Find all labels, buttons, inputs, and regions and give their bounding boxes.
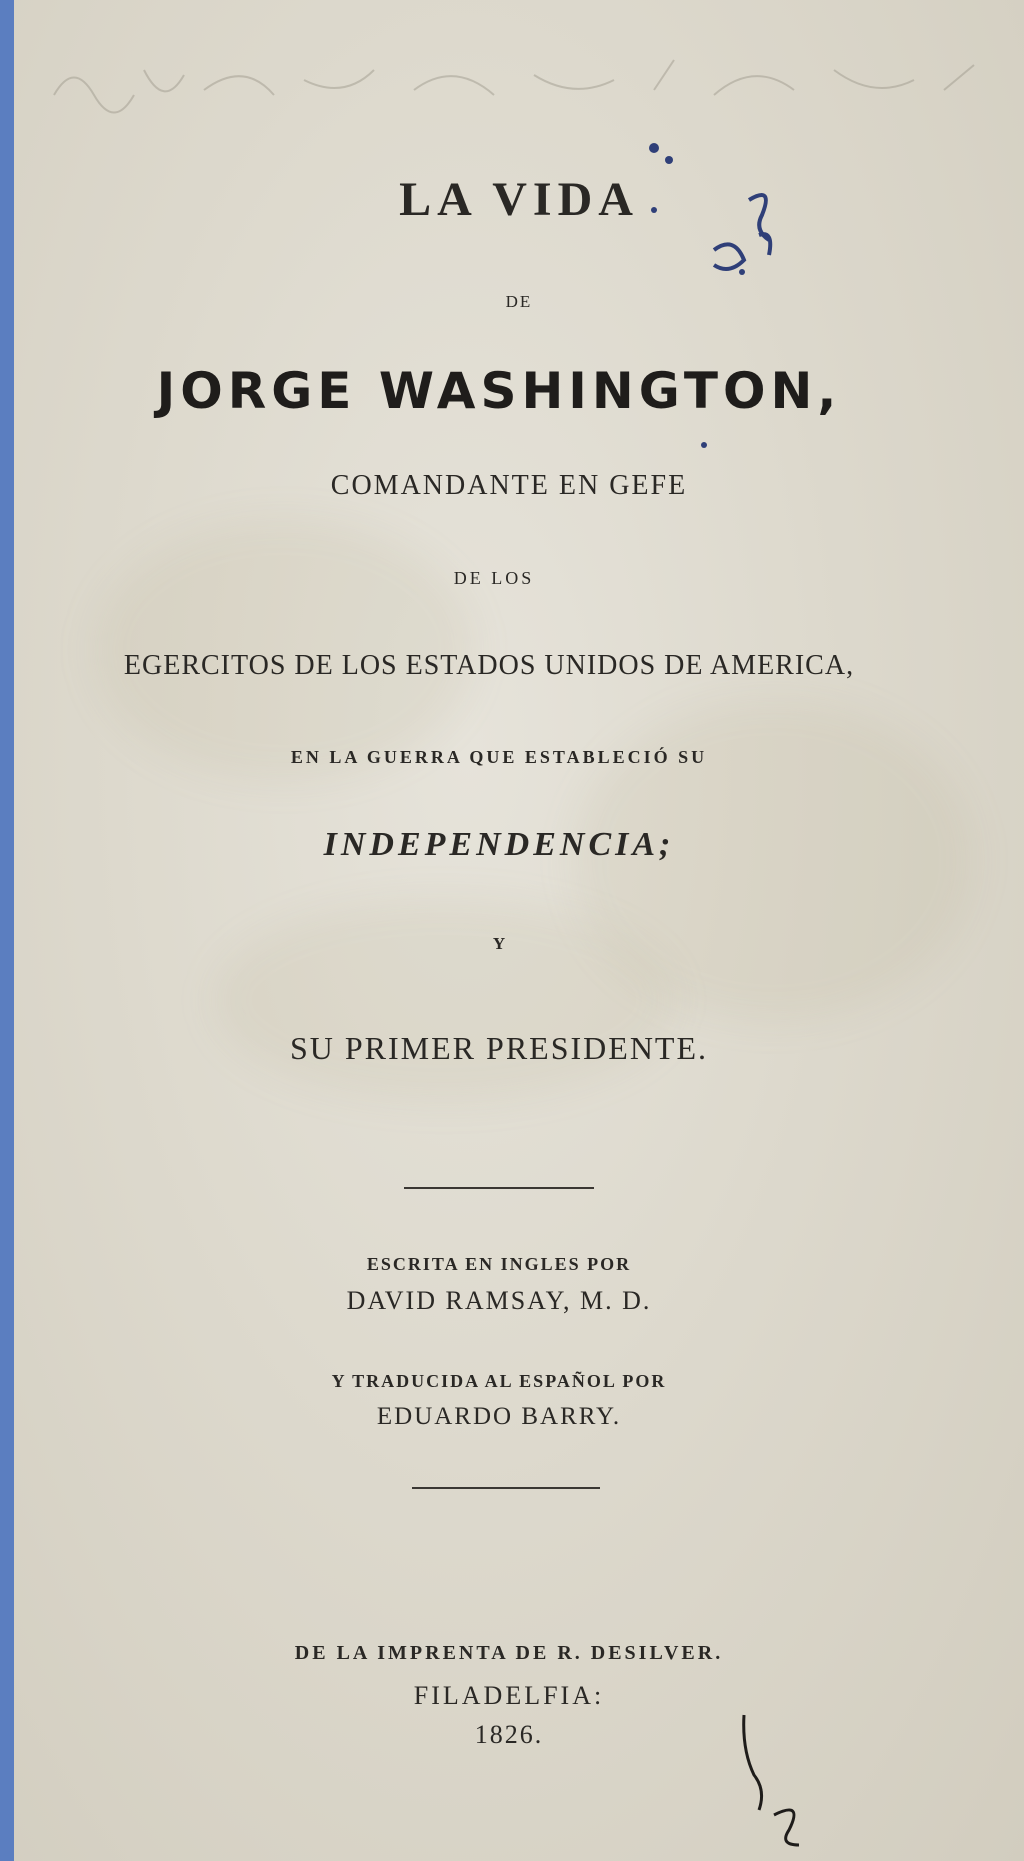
subject-role: COMANDANTE EN GEFE [330, 470, 688, 501]
divider-rule [404, 1187, 594, 1189]
connector-de-los: DE LOS [453, 568, 535, 588]
translator-name: EDUARDO BARRY. [376, 1403, 622, 1430]
publication-year: 1826. [474, 1720, 544, 1749]
written-by-label: ESCRITA EN INGLES POR [366, 1254, 632, 1274]
book-title: LA VIDA [399, 173, 639, 226]
printer-line: DE LA IMPRENTA DE R. DESILVER. [294, 1642, 724, 1664]
city-line: FILADELFIA: [413, 1681, 605, 1710]
divider-rule [412, 1487, 600, 1489]
independence-line: INDEPENDENCIA; [323, 826, 675, 863]
armies-line: EGERCITOS DE LOS ESTADOS UNIDOS DE AMERICA, [123, 650, 855, 681]
author-name: DAVID RAMSAY, M. D. [346, 1286, 652, 1315]
stamp-dot [665, 156, 673, 164]
war-line: EN LA GUERRA QUE ESTABLECIÓ SU [290, 747, 708, 767]
stamp-dot [649, 143, 659, 153]
translated-by-label: Y TRADUCIDA AL ESPAÑOL POR [331, 1371, 667, 1391]
connector-y: Y [492, 934, 506, 953]
president-line: SU PRIMER PRESIDENTE. [289, 1030, 709, 1066]
title-page [14, 0, 1024, 1861]
library-markings [14, 0, 1024, 1861]
title-connector-de: DE [505, 292, 533, 311]
subject-name: JORGE WASHINGTON, [156, 362, 842, 420]
